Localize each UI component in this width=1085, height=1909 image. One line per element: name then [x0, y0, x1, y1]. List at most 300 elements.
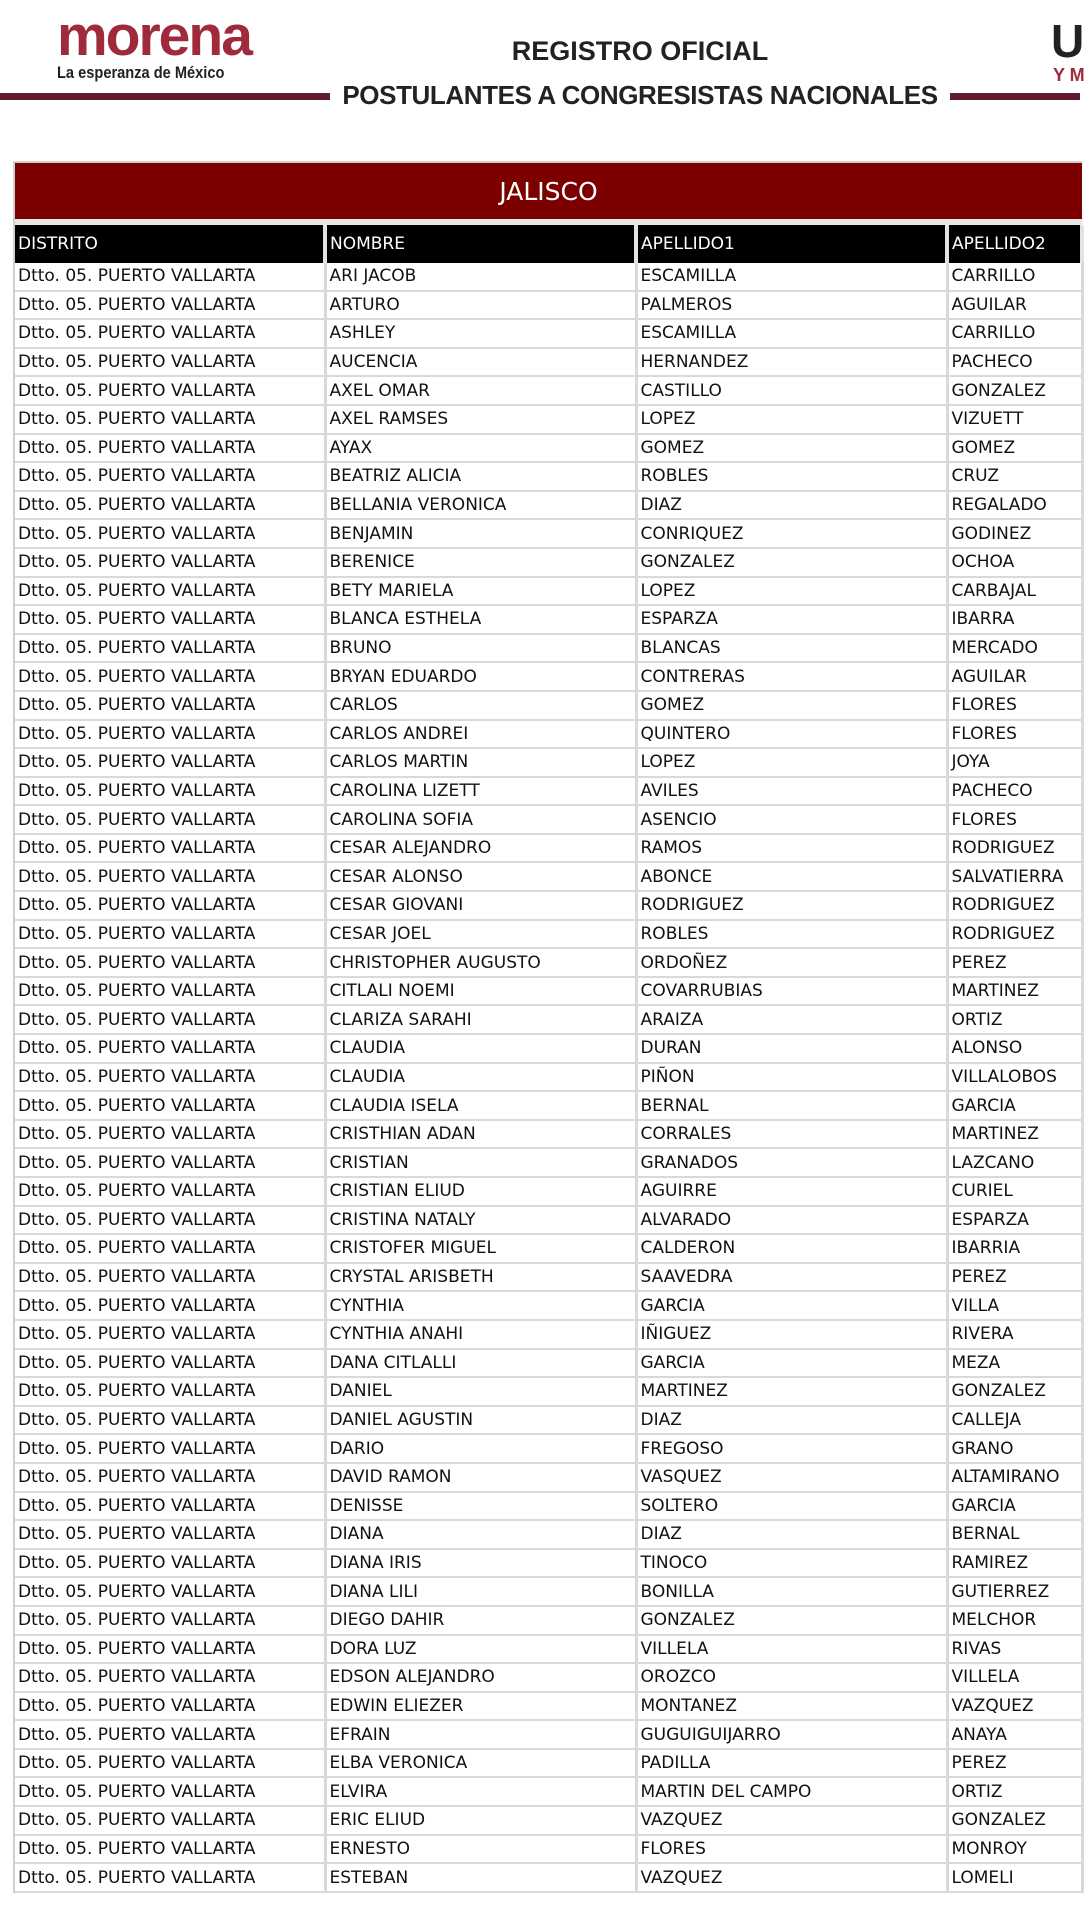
table-row [15, 405, 1082, 434]
cell-distrito: Dtto. 05. PUERTO VALLARTA [15, 1635, 325, 1664]
column-header-apellido1: APELLIDO1 [636, 225, 947, 263]
cell-apellido2: OCHOA [947, 548, 1082, 577]
table-row [15, 1806, 1082, 1835]
cell-apellido1: ESPARZA [636, 605, 947, 634]
cell-apellido1: LOPEZ [636, 577, 947, 606]
cell-distrito: Dtto. 05. PUERTO VALLARTA [15, 1692, 325, 1721]
registry-table-container [13, 161, 1082, 1893]
cell-nombre: EDSON ALEJANDRO [325, 1663, 636, 1692]
cell-nombre: AXEL OMAR [325, 376, 636, 405]
cell-apellido2: VAZQUEZ [947, 1692, 1082, 1721]
cell-nombre: CARLOS MARTIN [325, 748, 636, 777]
table-row [15, 805, 1082, 834]
cell-distrito: Dtto. 05. PUERTO VALLARTA [15, 720, 325, 749]
cell-apellido2: CALLEJA [947, 1406, 1082, 1435]
cell-distrito: Dtto. 05. PUERTO VALLARTA [15, 319, 325, 348]
cell-distrito: Dtto. 05. PUERTO VALLARTA [15, 1434, 325, 1463]
cell-apellido2: ESPARZA [947, 1206, 1082, 1235]
cell-apellido1: GRANADOS [636, 1148, 947, 1177]
table-row [15, 291, 1082, 320]
cell-apellido2: GOMEZ [947, 434, 1082, 463]
cell-apellido1: GARCIA [636, 1291, 947, 1320]
cell-distrito: Dtto. 05. PUERTO VALLARTA [15, 1606, 325, 1635]
cell-distrito: Dtto. 05. PUERTO VALLARTA [15, 405, 325, 434]
cell-apellido2: RODRIGUEZ [947, 834, 1082, 863]
cell-apellido1: RODRIGUEZ [636, 891, 947, 920]
cell-apellido1: QUINTERO [636, 720, 947, 749]
cell-apellido1: MARTINEZ [636, 1377, 947, 1406]
cell-nombre: BEATRIZ ALICIA [325, 462, 636, 491]
cell-apellido1: VAZQUEZ [636, 1806, 947, 1835]
cell-apellido1: RAMOS [636, 834, 947, 863]
cell-apellido2: RODRIGUEZ [947, 920, 1082, 949]
table-row [15, 1577, 1082, 1606]
cell-apellido2: IBARRA [947, 605, 1082, 634]
cell-nombre: CLAUDIA [325, 1063, 636, 1092]
cell-apellido2: GONZALEZ [947, 376, 1082, 405]
table-row [15, 1206, 1082, 1235]
cell-apellido1: GONZALEZ [636, 1606, 947, 1635]
table-row [15, 1091, 1082, 1120]
cell-nombre: CRISTIAN [325, 1148, 636, 1177]
cell-apellido2: PEREZ [947, 948, 1082, 977]
cell-distrito: Dtto. 05. PUERTO VALLARTA [15, 977, 325, 1006]
cell-apellido1: ESCAMILLA [636, 263, 947, 291]
cell-nombre: CYNTHIA [325, 1291, 636, 1320]
table-row [15, 1377, 1082, 1406]
cell-apellido1: DIAZ [636, 1520, 947, 1549]
cell-apellido2: ANAYA [947, 1720, 1082, 1749]
table-row [15, 634, 1082, 663]
cell-nombre: DIANA [325, 1520, 636, 1549]
cell-apellido1: ALVARADO [636, 1206, 947, 1235]
cell-distrito: Dtto. 05. PUERTO VALLARTA [15, 1234, 325, 1263]
cell-apellido1: LOPEZ [636, 405, 947, 434]
cell-distrito: Dtto. 05. PUERTO VALLARTA [15, 1120, 325, 1149]
table-row [15, 1148, 1082, 1177]
cell-distrito: Dtto. 05. PUERTO VALLARTA [15, 376, 325, 405]
cell-apellido1: OROZCO [636, 1663, 947, 1692]
cell-nombre: BERENICE [325, 548, 636, 577]
cell-distrito: Dtto. 05. PUERTO VALLARTA [15, 691, 325, 720]
cell-apellido2: BERNAL [947, 1520, 1082, 1549]
cell-distrito: Dtto. 05. PUERTO VALLARTA [15, 834, 325, 863]
cell-apellido2: LOMELI [947, 1863, 1082, 1892]
cell-apellido2: LAZCANO [947, 1148, 1082, 1177]
cell-apellido2: RIVAS [947, 1635, 1082, 1664]
cell-nombre: CESAR JOEL [325, 920, 636, 949]
table-row [15, 1291, 1082, 1320]
cell-apellido2: RODRIGUEZ [947, 891, 1082, 920]
cell-distrito: Dtto. 05. PUERTO VALLARTA [15, 662, 325, 691]
table-row [15, 920, 1082, 949]
cell-apellido2: VILLA [947, 1291, 1082, 1320]
cell-apellido1: FREGOSO [636, 1434, 947, 1463]
table-row [15, 319, 1082, 348]
table-row [15, 577, 1082, 606]
table-row [15, 348, 1082, 377]
cell-distrito: Dtto. 05. PUERTO VALLARTA [15, 1463, 325, 1492]
cell-apellido1: BONILLA [636, 1577, 947, 1606]
cell-distrito: Dtto. 05. PUERTO VALLARTA [15, 1749, 325, 1778]
cell-distrito: Dtto. 05. PUERTO VALLARTA [15, 920, 325, 949]
cell-apellido2: FLORES [947, 691, 1082, 720]
cell-apellido2: REGALADO [947, 491, 1082, 520]
cell-apellido2: GONZALEZ [947, 1806, 1082, 1835]
table-row [15, 462, 1082, 491]
cell-distrito: Dtto. 05. PUERTO VALLARTA [15, 491, 325, 520]
cell-apellido2: PEREZ [947, 1263, 1082, 1292]
table-row [15, 1434, 1082, 1463]
cell-nombre: CLARIZA SARAHI [325, 1005, 636, 1034]
cell-nombre: DANIEL [325, 1377, 636, 1406]
cell-nombre: BENJAMIN [325, 519, 636, 548]
table-row [15, 834, 1082, 863]
header-rule-right [950, 93, 1080, 100]
cell-distrito: Dtto. 05. PUERTO VALLARTA [15, 1863, 325, 1892]
cell-apellido2: CRUZ [947, 462, 1082, 491]
cell-apellido1: FLORES [636, 1835, 947, 1864]
cell-apellido1: ASENCIO [636, 805, 947, 834]
table-row [15, 1492, 1082, 1521]
cell-apellido2: PACHECO [947, 348, 1082, 377]
table-row [15, 1406, 1082, 1435]
table-row [15, 1034, 1082, 1063]
cell-distrito: Dtto. 05. PUERTO VALLARTA [15, 777, 325, 806]
table-row [15, 1835, 1082, 1864]
cell-nombre: CESAR ALONSO [325, 862, 636, 891]
cell-nombre: CRISTOFER MIGUEL [325, 1234, 636, 1263]
cell-nombre: CYNTHIA ANAHI [325, 1320, 636, 1349]
cell-apellido1: HERNANDEZ [636, 348, 947, 377]
cell-nombre: EFRAIN [325, 1720, 636, 1749]
cell-apellido1: LOPEZ [636, 748, 947, 777]
cell-distrito: Dtto. 05. PUERTO VALLARTA [15, 263, 325, 291]
cell-apellido2: FLORES [947, 805, 1082, 834]
cell-apellido1: ARAIZA [636, 1005, 947, 1034]
cell-apellido1: MARTIN DEL CAMPO [636, 1777, 947, 1806]
table-row [15, 720, 1082, 749]
table-row [15, 1863, 1082, 1892]
cell-apellido1: BERNAL [636, 1091, 947, 1120]
table-row [15, 1777, 1082, 1806]
cell-nombre: ESTEBAN [325, 1863, 636, 1892]
cell-apellido1: BLANCAS [636, 634, 947, 663]
table-row [15, 748, 1082, 777]
cell-nombre: CITLALI NOEMI [325, 977, 636, 1006]
cell-apellido2: ALTAMIRANO [947, 1463, 1082, 1492]
cell-apellido2: ORTIZ [947, 1005, 1082, 1034]
cell-nombre: CAROLINA SOFIA [325, 805, 636, 834]
table-row [15, 1720, 1082, 1749]
cell-apellido2: GRANO [947, 1434, 1082, 1463]
cell-distrito: Dtto. 05. PUERTO VALLARTA [15, 291, 325, 320]
cell-nombre: DORA LUZ [325, 1635, 636, 1664]
cell-apellido2: RAMIREZ [947, 1549, 1082, 1578]
cell-nombre: DANA CITLALLI [325, 1349, 636, 1378]
cell-nombre: CESAR GIOVANI [325, 891, 636, 920]
table-row [15, 1692, 1082, 1721]
table-header-row [15, 225, 1082, 263]
table-row [15, 1005, 1082, 1034]
cell-apellido1: GARCIA [636, 1349, 947, 1378]
cell-apellido1: VAZQUEZ [636, 1863, 947, 1892]
cell-nombre: CARLOS ANDREI [325, 720, 636, 749]
cell-distrito: Dtto. 05. PUERTO VALLARTA [15, 1148, 325, 1177]
cell-distrito: Dtto. 05. PUERTO VALLARTA [15, 1577, 325, 1606]
cell-nombre: BELLANIA VERONICA [325, 491, 636, 520]
cell-apellido1: VASQUEZ [636, 1463, 947, 1492]
cell-nombre: ERIC ELIUD [325, 1806, 636, 1835]
cell-apellido1: CASTILLO [636, 376, 947, 405]
cell-nombre: AYAX [325, 434, 636, 463]
cell-apellido1: AVILES [636, 777, 947, 806]
cell-distrito: Dtto. 05. PUERTO VALLARTA [15, 634, 325, 663]
cell-apellido2: MEZA [947, 1349, 1082, 1378]
cell-distrito: Dtto. 05. PUERTO VALLARTA [15, 1063, 325, 1092]
cell-nombre: ELBA VERONICA [325, 1749, 636, 1778]
cell-nombre: CARLOS [325, 691, 636, 720]
cell-apellido1: GUGUIGUIJARRO [636, 1720, 947, 1749]
cell-distrito: Dtto. 05. PUERTO VALLARTA [15, 1291, 325, 1320]
cell-nombre: CAROLINA LIZETT [325, 777, 636, 806]
cell-apellido2: MERCADO [947, 634, 1082, 663]
cell-distrito: Dtto. 05. PUERTO VALLARTA [15, 1492, 325, 1521]
table-row [15, 1120, 1082, 1149]
cell-nombre: ERNESTO [325, 1835, 636, 1864]
cell-distrito: Dtto. 05. PUERTO VALLARTA [15, 1034, 325, 1063]
cell-apellido2: GONZALEZ [947, 1377, 1082, 1406]
cell-apellido1: ROBLES [636, 920, 947, 949]
table-row [15, 1749, 1082, 1778]
table-row [15, 263, 1082, 291]
table-row [15, 1606, 1082, 1635]
cell-apellido1: PIÑON [636, 1063, 947, 1092]
cell-nombre: CRISTHIAN ADAN [325, 1120, 636, 1149]
cell-nombre: DIANA IRIS [325, 1549, 636, 1578]
table-row [15, 519, 1082, 548]
corner-logo-small: Y M [1053, 65, 1085, 85]
table-row [15, 1663, 1082, 1692]
cell-distrito: Dtto. 05. PUERTO VALLARTA [15, 1377, 325, 1406]
cell-apellido2: FLORES [947, 720, 1082, 749]
table-row [15, 1520, 1082, 1549]
cell-apellido1: CONRIQUEZ [636, 519, 947, 548]
cell-apellido1: CALDERON [636, 1234, 947, 1263]
cell-distrito: Dtto. 05. PUERTO VALLARTA [15, 462, 325, 491]
cell-apellido2: VILLELA [947, 1663, 1082, 1692]
cell-apellido1: MONTANEZ [636, 1692, 947, 1721]
cell-distrito: Dtto. 05. PUERTO VALLARTA [15, 1549, 325, 1578]
cell-distrito: Dtto. 05. PUERTO VALLARTA [15, 1091, 325, 1120]
cell-apellido2: JOYA [947, 748, 1082, 777]
cell-apellido1: GOMEZ [636, 434, 947, 463]
table-row [15, 1063, 1082, 1092]
cell-distrito: Dtto. 05. PUERTO VALLARTA [15, 805, 325, 834]
table-row [15, 376, 1082, 405]
cell-apellido2: CARBAJAL [947, 577, 1082, 606]
cell-apellido1: DURAN [636, 1034, 947, 1063]
state-title-band: JALISCO [15, 163, 1082, 225]
cell-nombre: AUCENCIA [325, 348, 636, 377]
table-row [15, 1177, 1082, 1206]
table-row [15, 605, 1082, 634]
cell-nombre: DANIEL AGUSTIN [325, 1406, 636, 1435]
cell-nombre: BLANCA ESTHELA [325, 605, 636, 634]
cell-apellido1: PADILLA [636, 1749, 947, 1778]
cell-distrito: Dtto. 05. PUERTO VALLARTA [15, 348, 325, 377]
cell-distrito: Dtto. 05. PUERTO VALLARTA [15, 605, 325, 634]
registry-table [15, 225, 1084, 1893]
cell-apellido2: MONROY [947, 1835, 1082, 1864]
table-row [15, 548, 1082, 577]
document-subtitle: POSTULANTES A CONGRESISTAS NACIONALES [342, 80, 938, 110]
cell-apellido1: GOMEZ [636, 691, 947, 720]
cell-apellido2: ALONSO [947, 1034, 1082, 1063]
cell-apellido2: CURIEL [947, 1177, 1082, 1206]
cell-distrito: Dtto. 05. PUERTO VALLARTA [15, 434, 325, 463]
cell-apellido1: ABONCE [636, 862, 947, 891]
cell-nombre: CLAUDIA ISELA [325, 1091, 636, 1120]
cell-nombre: BRYAN EDUARDO [325, 662, 636, 691]
cell-apellido2: VIZUETT [947, 405, 1082, 434]
table-row [15, 1635, 1082, 1664]
cell-distrito: Dtto. 05. PUERTO VALLARTA [15, 1777, 325, 1806]
cell-distrito: Dtto. 05. PUERTO VALLARTA [15, 748, 325, 777]
corner-logo-letter: U [1051, 15, 1085, 67]
cell-apellido1: SAAVEDRA [636, 1263, 947, 1292]
cell-apellido2: PACHECO [947, 777, 1082, 806]
cell-apellido2: GARCIA [947, 1492, 1082, 1521]
cell-nombre: BETY MARIELA [325, 577, 636, 606]
table-row [15, 948, 1082, 977]
cell-distrito: Dtto. 05. PUERTO VALLARTA [15, 1720, 325, 1749]
cell-distrito: Dtto. 05. PUERTO VALLARTA [15, 1520, 325, 1549]
cell-apellido2: CARRILLO [947, 319, 1082, 348]
cell-apellido2: VILLALOBOS [947, 1063, 1082, 1092]
cell-apellido2: SALVATIERRA [947, 862, 1082, 891]
cell-nombre: CLAUDIA [325, 1034, 636, 1063]
cell-nombre: DENISSE [325, 1492, 636, 1521]
cell-nombre: CESAR ALEJANDRO [325, 834, 636, 863]
column-header-apellido2: APELLIDO2 [947, 225, 1082, 263]
logo-tagline: La esperanza de México [57, 63, 225, 82]
cell-nombre: BRUNO [325, 634, 636, 663]
table-row [15, 691, 1082, 720]
cell-apellido2: MARTINEZ [947, 977, 1082, 1006]
cell-apellido1: GONZALEZ [636, 548, 947, 577]
cell-distrito: Dtto. 05. PUERTO VALLARTA [15, 1005, 325, 1034]
cell-apellido1: PALMEROS [636, 291, 947, 320]
cell-distrito: Dtto. 05. PUERTO VALLARTA [15, 1663, 325, 1692]
cell-apellido2: ORTIZ [947, 1777, 1082, 1806]
cell-nombre: ELVIRA [325, 1777, 636, 1806]
cell-nombre: CRISTINA NATALY [325, 1206, 636, 1235]
cell-distrito: Dtto. 05. PUERTO VALLARTA [15, 1349, 325, 1378]
cell-apellido2: RIVERA [947, 1320, 1082, 1349]
cell-nombre: ARI JACOB [325, 263, 636, 291]
table-row [15, 491, 1082, 520]
cell-nombre: AXEL RAMSES [325, 405, 636, 434]
cell-distrito: Dtto. 05. PUERTO VALLARTA [15, 1263, 325, 1292]
document-header [0, 0, 1085, 160]
cell-nombre: DIEGO DAHIR [325, 1606, 636, 1635]
cell-apellido1: TINOCO [636, 1549, 947, 1578]
cell-nombre: CHRISTOPHER AUGUSTO [325, 948, 636, 977]
column-header-distrito: DISTRITO [15, 225, 325, 263]
cell-nombre: ASHLEY [325, 319, 636, 348]
table-row [15, 977, 1082, 1006]
cell-apellido1: ROBLES [636, 462, 947, 491]
morena-logo: morena [57, 4, 251, 68]
cell-apellido1: CORRALES [636, 1120, 947, 1149]
cell-apellido2: AGUILAR [947, 662, 1082, 691]
cell-distrito: Dtto. 05. PUERTO VALLARTA [15, 1177, 325, 1206]
table-row [15, 1463, 1082, 1492]
cell-distrito: Dtto. 05. PUERTO VALLARTA [15, 1206, 325, 1235]
cell-distrito: Dtto. 05. PUERTO VALLARTA [15, 1320, 325, 1349]
document-title: REGISTRO OFICIAL [511, 36, 769, 66]
header-rule-left [0, 93, 330, 100]
cell-distrito: Dtto. 05. PUERTO VALLARTA [15, 891, 325, 920]
cell-apellido1: CONTRERAS [636, 662, 947, 691]
cell-nombre: ARTURO [325, 291, 636, 320]
cell-nombre: DAVID RAMON [325, 1463, 636, 1492]
cell-apellido1: SOLTERO [636, 1492, 947, 1521]
table-row [15, 1263, 1082, 1292]
cell-apellido1: ORDOÑEZ [636, 948, 947, 977]
cell-apellido2: CARRILLO [947, 263, 1082, 291]
table-row [15, 1549, 1082, 1578]
cell-distrito: Dtto. 05. PUERTO VALLARTA [15, 948, 325, 977]
table-row [15, 1349, 1082, 1378]
cell-apellido1: ESCAMILLA [636, 319, 947, 348]
cell-nombre: CRISTIAN ELIUD [325, 1177, 636, 1206]
table-row [15, 1234, 1082, 1263]
column-header-nombre: NOMBRE [325, 225, 636, 263]
cell-apellido1: VILLELA [636, 1635, 947, 1664]
cell-apellido1: COVARRUBIAS [636, 977, 947, 1006]
cell-apellido2: PEREZ [947, 1749, 1082, 1778]
table-row [15, 891, 1082, 920]
table-row [15, 862, 1082, 891]
cell-apellido2: AGUILAR [947, 291, 1082, 320]
cell-apellido1: AGUIRRE [636, 1177, 947, 1206]
cell-apellido1: DIAZ [636, 1406, 947, 1435]
table-row [15, 662, 1082, 691]
cell-nombre: DIANA LILI [325, 1577, 636, 1606]
cell-apellido1: IÑIGUEZ [636, 1320, 947, 1349]
cell-apellido2: IBARRIA [947, 1234, 1082, 1263]
cell-apellido1: DIAZ [636, 491, 947, 520]
table-row [15, 777, 1082, 806]
cell-nombre: CRYSTAL ARISBETH [325, 1263, 636, 1292]
cell-distrito: Dtto. 05. PUERTO VALLARTA [15, 1806, 325, 1835]
cell-apellido2: GARCIA [947, 1091, 1082, 1120]
cell-distrito: Dtto. 05. PUERTO VALLARTA [15, 1406, 325, 1435]
cell-distrito: Dtto. 05. PUERTO VALLARTA [15, 577, 325, 606]
table-row [15, 1320, 1082, 1349]
cell-apellido2: MARTINEZ [947, 1120, 1082, 1149]
cell-distrito: Dtto. 05. PUERTO VALLARTA [15, 548, 325, 577]
cell-apellido2: GUTIERREZ [947, 1577, 1082, 1606]
cell-apellido2: GODINEZ [947, 519, 1082, 548]
cell-nombre: EDWIN ELIEZER [325, 1692, 636, 1721]
cell-apellido2: MELCHOR [947, 1606, 1082, 1635]
cell-distrito: Dtto. 05. PUERTO VALLARTA [15, 519, 325, 548]
cell-distrito: Dtto. 05. PUERTO VALLARTA [15, 1835, 325, 1864]
table-row [15, 434, 1082, 463]
